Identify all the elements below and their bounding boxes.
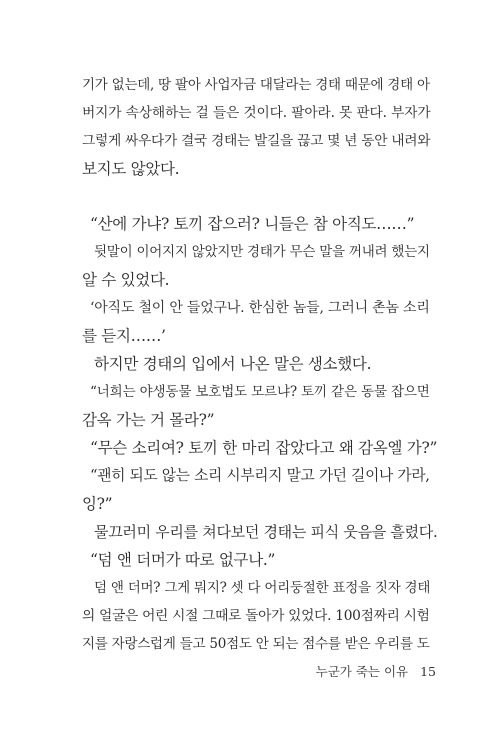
body-line: “너희는 야생동물 보호법도 모르냐? 토끼 같은 동물 잡으면 bbox=[90, 384, 430, 400]
body-line: “산에 가냐? 토끼 잡으러? 니들은 참 아직도……” bbox=[90, 215, 415, 233]
body-line: 알 수 있었다. bbox=[82, 271, 170, 289]
page-number: 15 bbox=[420, 664, 436, 679]
running-title: 누군가 죽는 이유 bbox=[315, 664, 409, 679]
body-line: 그렇게 싸우다가 결국 경태는 발길을 끊고 몇 년 동안 내려와 bbox=[82, 133, 431, 149]
body-line: 지를 자랑스럽게 들고 50점도 안 되는 점수를 받은 우리를 도 bbox=[82, 636, 430, 652]
body-line: 버지가 속상해하는 걸 들은 것이다. 팔아라. 못 판다. 부자가 bbox=[82, 105, 431, 121]
body-line: 뒷말이 이어지지 않았지만 경태가 무슨 말을 꺼내려 했는지 bbox=[94, 244, 430, 260]
body-line: 를 듣지……’ bbox=[82, 327, 166, 345]
page-footer bbox=[316, 664, 436, 680]
body-line: 하지만 경태의 입에서 나온 말은 생소했다. bbox=[94, 355, 372, 373]
body-line: 잉?” bbox=[82, 495, 113, 513]
body-line: 감옥 가는 거 몰라?” bbox=[82, 411, 215, 429]
body-line: “덤 앤 더머가 따로 없구나.” bbox=[90, 551, 276, 569]
body-line: ‘아직도 철이 안 들었구나. 한심한 놈들, 그러니 촌놈 소리 bbox=[90, 300, 430, 316]
body-line: “무슨 소리여? 토끼 한 마리 잡았다고 왜 감옥엘 가?” bbox=[90, 439, 438, 457]
body-line: “괜히 되도 않는 소리 시부리지 말고 가던 길이나 가라, bbox=[90, 467, 430, 484]
body-line: 보지도 않았다. bbox=[82, 160, 180, 178]
body-line: 의 얼굴은 어린 시절 그때로 돌아가 있었다. 100점짜리 시험 bbox=[82, 608, 430, 624]
body-line: 기가 없는데, 땅 팔아 사업자금 대달라는 경태 때문에 경태 아 bbox=[82, 77, 430, 93]
body-line: 덤 앤 더머? 그게 뭐지? 셋 다 어리둥절한 표정을 짓자 경태 bbox=[94, 580, 431, 596]
body-line: 물끄러미 우리를 쳐다보던 경태는 피식 웃음을 흘렸다. bbox=[94, 523, 438, 541]
